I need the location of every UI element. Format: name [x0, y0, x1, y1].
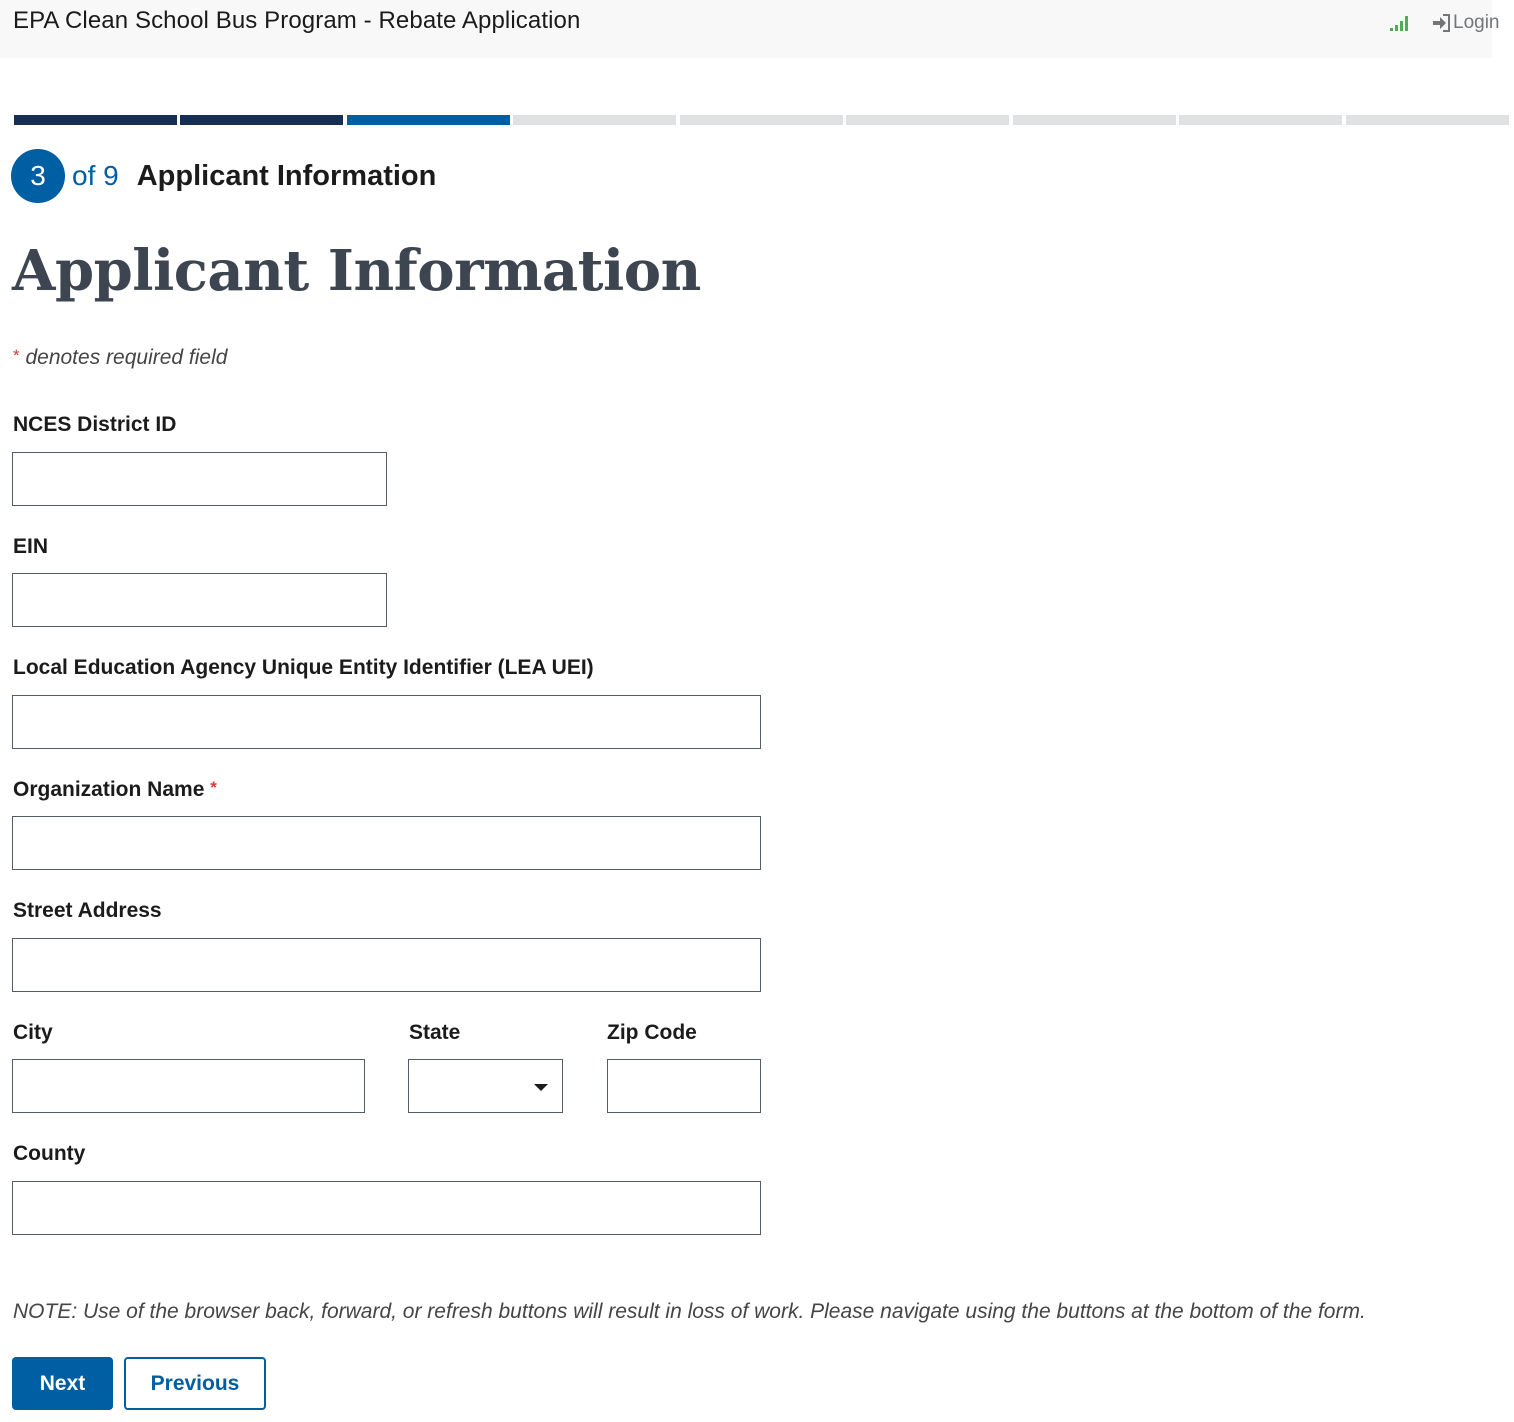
nces-district-id-input[interactable] — [12, 452, 387, 506]
city-label: City — [13, 1021, 53, 1044]
step-total: of 9 — [72, 160, 119, 191]
organization-name-label — [13, 778, 217, 802]
street-address-label: Street Address — [13, 899, 162, 922]
county-label: County — [13, 1142, 86, 1165]
street-address-input[interactable] — [12, 938, 761, 992]
step-segment-1 — [14, 115, 177, 125]
zip-code-input[interactable] — [607, 1059, 761, 1113]
step-segment-5 — [680, 115, 843, 125]
step-indicator-bar — [14, 115, 1514, 125]
app-title: EPA Clean School Bus Program - Rebate Application — [13, 7, 581, 34]
required-note-text: denotes required field — [25, 346, 228, 369]
step-label: Applicant Information — [136, 159, 437, 192]
next-button[interactable]: Next — [12, 1357, 113, 1410]
previous-button[interactable]: Previous — [124, 1357, 266, 1410]
step-segment-3 — [347, 115, 510, 125]
organization-name-label-text: Organization Name — [13, 778, 205, 801]
step-segment-6 — [846, 115, 1009, 125]
signal-bars-icon — [1389, 14, 1411, 32]
ein-input[interactable] — [12, 573, 387, 627]
state-select[interactable] — [408, 1059, 563, 1113]
nces-district-id-label: NCES District ID — [13, 413, 177, 436]
organization-name-input[interactable] — [12, 816, 761, 870]
step-segment-8 — [1179, 115, 1342, 125]
step-segment-4 — [513, 115, 676, 125]
zip-code-label: Zip Code — [607, 1021, 697, 1044]
step-segment-2 — [180, 115, 343, 125]
state-label: State — [409, 1021, 461, 1044]
city-input[interactable] — [12, 1059, 365, 1113]
navigation-warning-note: NOTE: Use of the browser back, forward, or refresh buttons will result in loss of work. Please navigate using the buttons at the bottom of the form. — [13, 1300, 1366, 1323]
step-counter: 3 — [11, 149, 65, 203]
page-title: Applicant Information — [12, 238, 701, 304]
required-asterisk: * — [13, 346, 20, 365]
site-header — [0, 0, 1500, 58]
required-asterisk: * — [210, 778, 217, 797]
county-input[interactable] — [12, 1181, 761, 1235]
caret-down-icon — [534, 1084, 548, 1091]
required-field-note — [13, 346, 227, 370]
lea-uei-input[interactable] — [12, 695, 761, 749]
sign-in-icon — [1431, 14, 1451, 32]
ein-label: EIN — [13, 535, 49, 558]
step-segment-7 — [1013, 115, 1176, 125]
step-heading — [11, 149, 436, 203]
login-label: Login — [1453, 12, 1500, 33]
step-segment-9 — [1346, 115, 1509, 125]
lea-uei-label: Local Education Agency Unique Entity Identifier (LEA UEI) — [13, 656, 594, 679]
login-link[interactable] — [1431, 12, 1500, 34]
